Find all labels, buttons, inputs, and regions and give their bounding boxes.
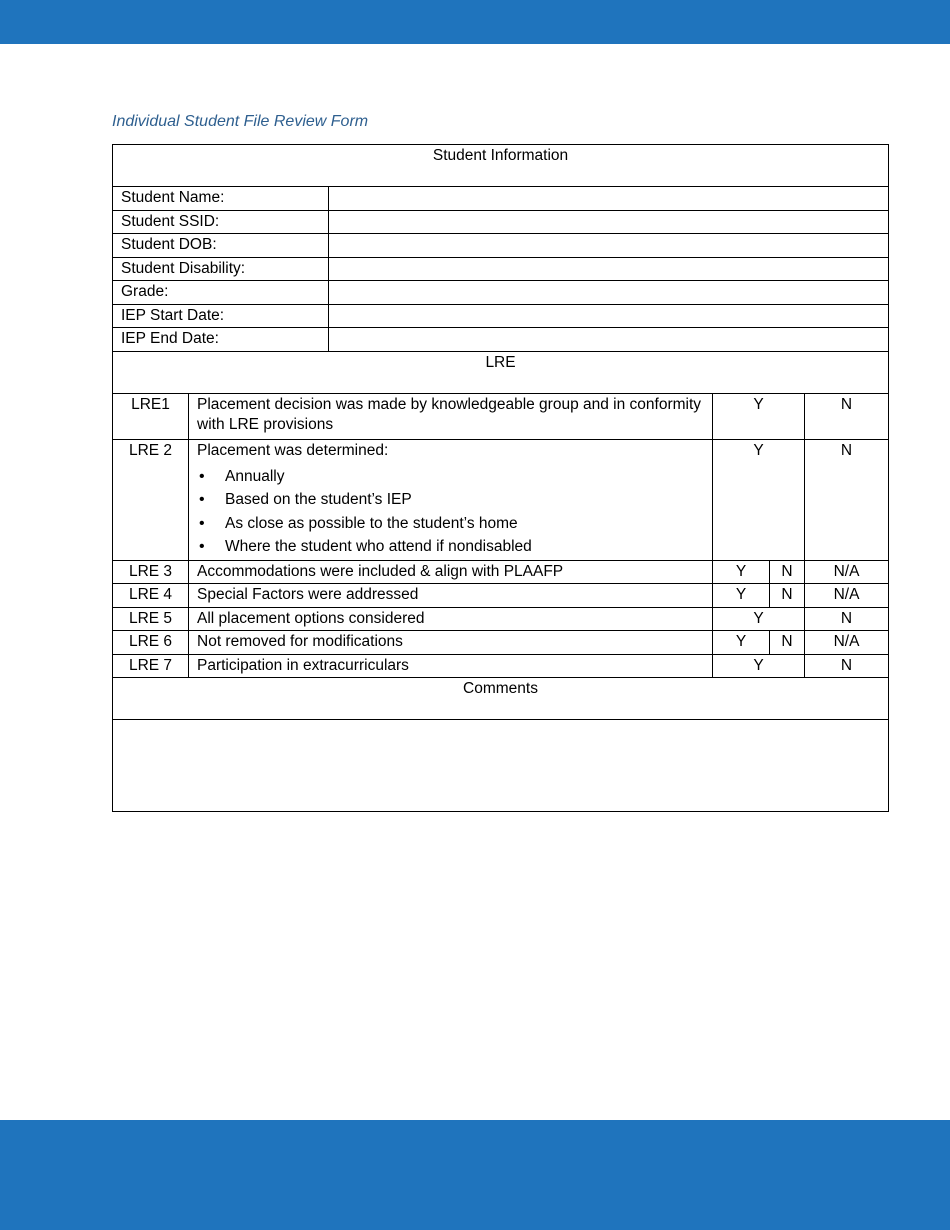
iep-end-date-field[interactable] [329, 328, 889, 352]
lre-code: LRE 6 [113, 631, 189, 655]
no-option[interactable]: N [805, 654, 889, 678]
student-name-field[interactable] [329, 187, 889, 211]
field-label: Student SSID: [113, 210, 329, 234]
student-name-row [113, 187, 889, 211]
field-label: Student Disability: [113, 257, 329, 281]
lre-description-cell [189, 439, 713, 560]
lre-header-row [113, 351, 889, 393]
iep-start-date-row [113, 304, 889, 328]
student-ssid-field[interactable] [329, 210, 889, 234]
comments-field[interactable] [113, 720, 889, 812]
lre-code: LRE 2 [113, 439, 189, 560]
lre-item-row [113, 584, 889, 608]
na-option[interactable]: N/A [805, 560, 889, 584]
no-option[interactable]: N [770, 560, 805, 584]
lre-item-row [113, 607, 889, 631]
student-disability-row [113, 257, 889, 281]
lre-description: Placement was determined: [197, 441, 389, 459]
lre-description: Participation in extracurriculars [189, 654, 713, 678]
form-title: Individual Student File Review Form [112, 113, 369, 130]
yes-option[interactable]: Y [713, 560, 770, 584]
field-label: IEP Start Date: [113, 304, 329, 328]
list-item: • Based on the student’s IEP [197, 488, 704, 512]
lre-code: LRE 5 [113, 607, 189, 631]
lre-item-row [113, 393, 889, 439]
field-label: IEP End Date: [113, 328, 329, 352]
iep-end-date-row [113, 328, 889, 352]
lre-code: LRE 7 [113, 654, 189, 678]
na-option[interactable]: N/A [805, 584, 889, 608]
list-item: • As close as possible to the student’s home [197, 512, 704, 536]
lre-description: Not removed for modifications [189, 631, 713, 655]
grade-row [113, 281, 889, 305]
lre-code: LRE1 [113, 393, 189, 439]
yes-option[interactable]: Y [713, 439, 805, 560]
comments-header-row [113, 678, 889, 720]
student-dob-field[interactable] [329, 234, 889, 258]
grade-field[interactable] [329, 281, 889, 305]
student-info-header-row [113, 145, 889, 187]
yes-option[interactable]: Y [713, 393, 805, 439]
student-info-header: Student Information [113, 145, 889, 187]
lre-code: LRE 3 [113, 560, 189, 584]
lre-item-row [113, 439, 889, 560]
header-bar [0, 0, 950, 44]
na-option[interactable]: N/A [805, 631, 889, 655]
field-label: Student DOB: [113, 234, 329, 258]
field-label: Student Name: [113, 187, 329, 211]
lre-item-row [113, 560, 889, 584]
yes-option[interactable]: Y [713, 607, 805, 631]
yes-option[interactable]: Y [713, 631, 770, 655]
yes-option[interactable]: Y [713, 584, 770, 608]
lre-item-row [113, 654, 889, 678]
lre-header: LRE [113, 351, 889, 393]
no-option[interactable]: N [770, 584, 805, 608]
lre-code: LRE 4 [113, 584, 189, 608]
iep-start-date-field[interactable] [329, 304, 889, 328]
lre-item-row [113, 631, 889, 655]
list-item: • Where the student who attend if nondisabled [197, 535, 704, 559]
lre-description: Special Factors were addressed [189, 584, 713, 608]
review-form-table [112, 144, 889, 812]
no-option[interactable]: N [770, 631, 805, 655]
lre-description: All placement options considered [189, 607, 713, 631]
yes-option[interactable]: Y [713, 654, 805, 678]
placement-criteria-list [197, 465, 704, 559]
lre-description: Placement decision was made by knowledgeable group and in conformity with LRE provisions [189, 393, 713, 439]
footer-bar [0, 1120, 950, 1230]
comments-row [113, 720, 889, 812]
student-dob-row [113, 234, 889, 258]
student-ssid-row [113, 210, 889, 234]
lre-description: Accommodations were included & align with PLAAFP [189, 560, 713, 584]
list-item: • Annually [197, 465, 704, 489]
student-disability-field[interactable] [329, 257, 889, 281]
no-option[interactable]: N [805, 393, 889, 439]
no-option[interactable]: N [805, 439, 889, 560]
no-option[interactable]: N [805, 607, 889, 631]
comments-header: Comments [113, 678, 889, 720]
field-label: Grade: [113, 281, 329, 305]
